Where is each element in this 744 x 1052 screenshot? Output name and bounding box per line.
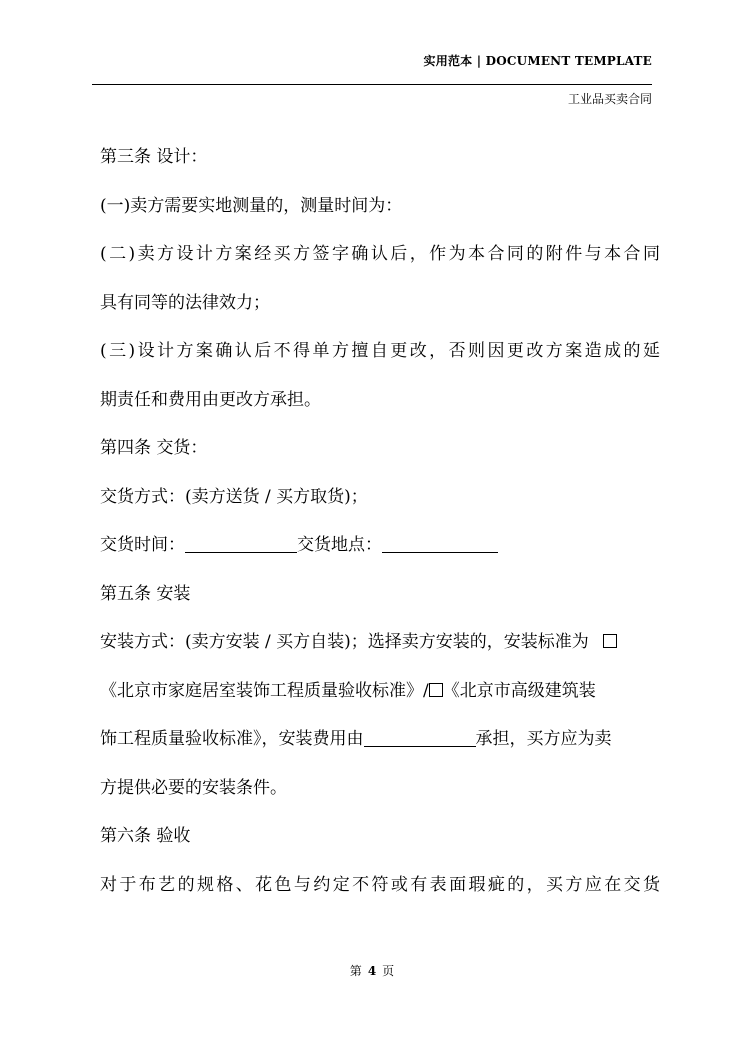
delivery-method: 交货方式：(卖方送货 / 买方取货)；	[100, 486, 368, 507]
checkbox-standard-building	[429, 683, 443, 697]
article-5-heading: 第五条 安装	[100, 583, 191, 604]
install-fee-blank	[364, 726, 476, 747]
delivery-place-blank	[382, 532, 498, 553]
install-method-line-2	[100, 674, 660, 723]
footer-prefix: 第	[349, 964, 362, 978]
article-3-item-1: (一)卖方需要实地测量的，测量时间为：	[100, 195, 403, 216]
install-method-line-1	[100, 625, 660, 674]
delivery-time-label: 交货时间：	[100, 535, 185, 555]
delivery-time-place	[100, 528, 660, 577]
article-3-item-2-line-1: (二)卖方设计方案经买方签字确认后，作为本合同的附件与本合同	[100, 244, 660, 264]
delivery-time-blank	[185, 532, 297, 553]
article-3-item-3-line-2: 期责任和费用由更改方承担。	[100, 389, 321, 410]
document-title: 工业品买卖合同	[567, 92, 652, 106]
install-fee-text-2: 承担，买方应为卖	[475, 729, 612, 749]
article-6-heading: 第六条 验收	[100, 826, 191, 846]
checkbox-standard-home	[603, 634, 617, 648]
article-3-item-2-line-2: 具有同等的法律效力；	[100, 292, 270, 313]
install-standard-home: 《北京市家庭居室装饰工程质量验收标准》/	[100, 680, 429, 701]
page-number: 4	[367, 964, 377, 978]
header-divider	[92, 84, 652, 85]
install-fee-text: 饰工程质量验收标准》，安装费用由	[100, 729, 364, 749]
article-6-line-1: 对于布艺的规格、花色与约定不符或有表面瑕疵的，买方应在交货	[100, 874, 660, 895]
install-method-text: 安装方式：(卖方安装 / 买方自装)；选择卖方安装的，安装标准为	[100, 632, 589, 652]
page-footer	[0, 962, 744, 979]
install-standard-building: 《北京市高级建筑装	[442, 680, 596, 701]
document-body	[100, 140, 660, 916]
install-method-line-4: 方提供必要的安装条件。	[100, 777, 287, 798]
article-4-heading: 第四条 交货：	[100, 438, 208, 458]
article-3-heading: 第三条 设计：	[100, 147, 208, 167]
header-title: 实用范本 | DOCUMENT TEMPLATE	[423, 54, 652, 68]
delivery-place-label: 交货地点：	[297, 535, 382, 555]
footer-suffix: 页	[382, 964, 395, 978]
install-method-line-3	[100, 722, 660, 771]
article-3-item-3-line-1: (三)设计方案确认后不得单方擅自更改，否则因更改方案造成的延	[100, 341, 660, 361]
